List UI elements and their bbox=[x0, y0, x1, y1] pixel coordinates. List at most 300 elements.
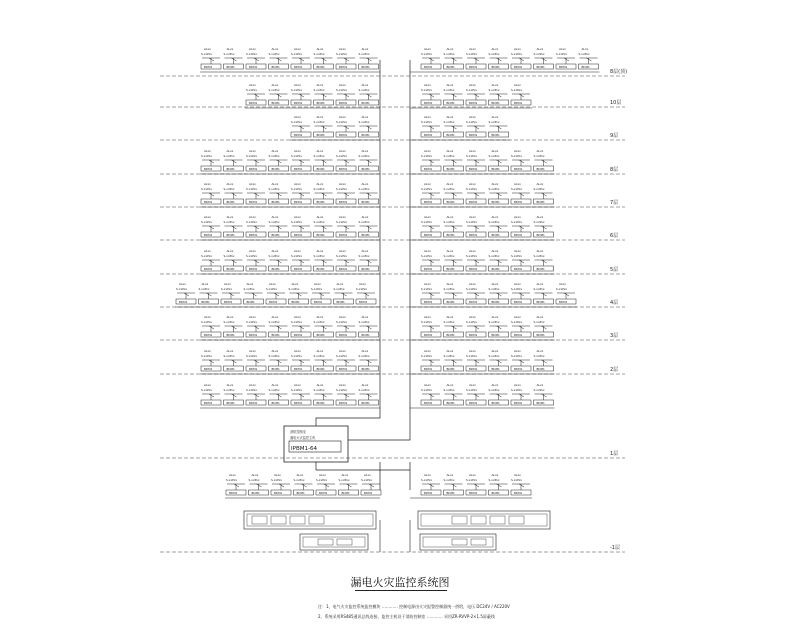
monitor-module bbox=[556, 47, 576, 69]
breaker-switch bbox=[297, 293, 302, 296]
module-tag-top: ALxx bbox=[294, 215, 301, 219]
breaker-switch bbox=[497, 126, 502, 129]
breaker-switch bbox=[587, 58, 592, 61]
module-tag-bottom: S-xxPxx bbox=[533, 154, 545, 158]
module-tag-top: ALxx bbox=[339, 149, 346, 153]
module-row bbox=[200, 149, 380, 174]
module-box-label: BDM1 bbox=[446, 65, 455, 69]
monitor-module bbox=[269, 83, 289, 105]
module-box-label: BDM1 bbox=[491, 333, 500, 337]
floor-label: 8层 bbox=[610, 167, 619, 173]
host-model: IPBM1-64 bbox=[291, 446, 317, 452]
monitor-module bbox=[201, 315, 221, 337]
monitor-module bbox=[511, 83, 531, 105]
monitor-module bbox=[421, 47, 441, 69]
panel-outer bbox=[418, 511, 550, 529]
module-box-label: BDM1 bbox=[316, 367, 325, 371]
breaker-switch bbox=[322, 58, 327, 61]
monitor-module bbox=[466, 149, 486, 171]
module-tag-bottom: S-xxPxx bbox=[421, 52, 433, 56]
monitor-module bbox=[359, 215, 379, 237]
breaker-switch bbox=[209, 160, 214, 163]
module-tag-top: ALxx bbox=[491, 315, 499, 319]
module-box-label: BDM1 bbox=[446, 133, 455, 137]
breaker-switch bbox=[344, 160, 349, 163]
module-box-label: BDM1 bbox=[361, 367, 370, 371]
module-tag-top: ALxx bbox=[204, 383, 211, 387]
panel-cell bbox=[318, 539, 333, 545]
module-tag-top: ALxx bbox=[249, 383, 256, 387]
breaker-switch bbox=[232, 360, 237, 363]
module-box-label: BDM1 bbox=[536, 300, 545, 304]
module-tag-bottom: S-xxPxx bbox=[313, 320, 325, 324]
module-row bbox=[290, 115, 380, 140]
module-box-label: BDM1 bbox=[204, 233, 213, 237]
module-tag-bottom: S-xxPxx bbox=[268, 220, 280, 224]
module-tag-bottom: S-xxPxx bbox=[443, 187, 455, 191]
breaker-switch bbox=[322, 360, 327, 363]
module-tag-bottom: S-xxPxx bbox=[293, 478, 305, 482]
module-tag-top: ALxx bbox=[316, 149, 324, 153]
module-box-label: BDM1 bbox=[246, 300, 255, 304]
module-tag-bottom: S-xxPxx bbox=[488, 254, 500, 258]
module-tag-bottom: S-xxPxx bbox=[336, 254, 348, 258]
module-tag-top: ALxx bbox=[536, 349, 544, 353]
module-tag-top: ALxx bbox=[491, 149, 499, 153]
module-box-label: BDM1 bbox=[296, 491, 305, 495]
breaker-switch bbox=[252, 293, 257, 296]
monitor-module bbox=[336, 47, 356, 69]
breaker-switch bbox=[452, 126, 457, 129]
module-row bbox=[410, 215, 555, 240]
module-tag-top: ALxx bbox=[316, 182, 324, 186]
module-box-label: BDM1 bbox=[271, 233, 280, 237]
module-tag-top: ALxx bbox=[249, 83, 256, 87]
module-box-label: BDM1 bbox=[536, 267, 545, 271]
monitor-module bbox=[534, 315, 554, 337]
module-box-label: BDM1 bbox=[226, 401, 235, 405]
monitor-module bbox=[199, 282, 219, 304]
module-tag-top: ALxx bbox=[226, 383, 234, 387]
panel-cell bbox=[252, 516, 267, 524]
module-box-label: BDM1 bbox=[424, 267, 433, 271]
monitor-module bbox=[421, 83, 441, 105]
module-tag-top: ALxx bbox=[514, 182, 521, 186]
module-box-label: BDM1 bbox=[204, 333, 213, 337]
module-tag-top: ALxx bbox=[491, 83, 499, 87]
monitor-module bbox=[291, 149, 311, 171]
module-tag-bottom: S-xxPxx bbox=[556, 52, 568, 56]
breaker-switch bbox=[279, 484, 284, 487]
module-row bbox=[200, 47, 380, 72]
monitor-module bbox=[359, 315, 379, 337]
breaker-switch bbox=[322, 326, 327, 329]
breaker-switch bbox=[257, 484, 262, 487]
breaker-switch bbox=[254, 160, 259, 163]
panel-inner bbox=[421, 514, 547, 526]
module-box-label: BDM1 bbox=[514, 401, 523, 405]
module-tag-bottom: S-xxPxx bbox=[358, 220, 370, 224]
floor-label: 3层 bbox=[610, 333, 619, 339]
monitor-module bbox=[466, 115, 486, 137]
breaker-switch bbox=[429, 260, 434, 263]
monitor-module bbox=[534, 349, 554, 371]
module-tag-bottom: S-xxPxx bbox=[443, 478, 455, 482]
module-tag-top: ALxx bbox=[446, 83, 454, 87]
module-box-label: BDM1 bbox=[361, 167, 370, 171]
module-box-label: BDM1 bbox=[316, 101, 325, 105]
breaker-switch bbox=[429, 293, 434, 296]
module-tag-top: ALxx bbox=[491, 282, 499, 286]
monitor-module bbox=[336, 383, 356, 405]
module-box-label: BDM1 bbox=[424, 367, 433, 371]
monitor-module bbox=[316, 473, 336, 495]
module-tag-top: ALxx bbox=[359, 282, 366, 286]
module-tag-bottom: S-xxPxx bbox=[311, 287, 323, 291]
monitor-module bbox=[291, 47, 311, 69]
module-tag-bottom: S-xxPxx bbox=[268, 354, 280, 358]
module-box-label: BDM1 bbox=[361, 101, 370, 105]
monitor-module bbox=[444, 47, 464, 69]
module-tag-bottom: S-xxPxx bbox=[443, 287, 455, 291]
breaker-switch bbox=[367, 360, 372, 363]
module-tag-bottom: S-xxPxx bbox=[291, 220, 303, 224]
module-tag-top: ALxx bbox=[424, 115, 431, 119]
monitor-module bbox=[314, 215, 334, 237]
breaker-switch bbox=[209, 360, 214, 363]
module-box-label: BDM1 bbox=[424, 401, 433, 405]
module-tag-top: ALxx bbox=[581, 47, 589, 51]
module-tag-top: ALxx bbox=[271, 215, 279, 219]
module-tag-top: ALxx bbox=[224, 282, 231, 286]
module-tag-bottom: S-xxPxx bbox=[421, 287, 433, 291]
module-tag-bottom: S-xxPxx bbox=[443, 52, 455, 56]
module-tag-bottom: S-xxPxx bbox=[313, 88, 325, 92]
module-tag-top: ALxx bbox=[226, 182, 234, 186]
module-row bbox=[245, 83, 380, 108]
breaker-switch bbox=[322, 260, 327, 263]
module-tag-bottom: S-xxPxx bbox=[246, 52, 258, 56]
monitor-module bbox=[359, 383, 379, 405]
module-box-label: BDM1 bbox=[316, 65, 325, 69]
module-tag-bottom: S-xxPxx bbox=[291, 354, 303, 358]
breaker-switch bbox=[322, 126, 327, 129]
module-box-label: BDM1 bbox=[226, 200, 235, 204]
module-box-label: BDM1 bbox=[514, 200, 523, 204]
breaker-switch bbox=[474, 126, 479, 129]
module-tag-bottom: S-xxPxx bbox=[511, 154, 523, 158]
module-tag-top: ALxx bbox=[271, 249, 279, 253]
monitor-module bbox=[314, 83, 334, 105]
module-tag-top: ALxx bbox=[339, 315, 346, 319]
monitor-module bbox=[489, 473, 509, 495]
module-tag-top: ALxx bbox=[514, 83, 521, 87]
monitor-module bbox=[269, 47, 289, 69]
module-tag-bottom: S-xxPxx bbox=[223, 388, 235, 392]
module-box-label: BDM1 bbox=[226, 367, 235, 371]
monitor-module bbox=[359, 83, 379, 105]
module-tag-bottom: S-xxPxx bbox=[443, 120, 455, 124]
panel-cell bbox=[452, 539, 467, 545]
monitor-module bbox=[201, 215, 221, 237]
breaker-switch bbox=[299, 160, 304, 163]
module-tag-bottom: S-xxPxx bbox=[466, 320, 478, 324]
breaker-switch bbox=[344, 193, 349, 196]
module-tag-bottom: S-xxPxx bbox=[268, 187, 280, 191]
module-box-label: BDM1 bbox=[446, 233, 455, 237]
breaker-switch bbox=[344, 58, 349, 61]
note-1: 注：1、电气火灾监控系统监控模块 ………… 控制电源由火灾报警控制器统一供给，电压 DC24V / AC220V bbox=[318, 604, 510, 609]
module-box-label: BDM1 bbox=[339, 101, 348, 105]
module-box-label: BDM1 bbox=[339, 65, 348, 69]
monitor-module bbox=[246, 83, 266, 105]
module-tag-bottom: S-xxPxx bbox=[488, 120, 500, 124]
breaker-switch bbox=[542, 326, 547, 329]
module-tag-top: ALxx bbox=[536, 182, 544, 186]
module-tag-bottom: S-xxPxx bbox=[338, 478, 350, 482]
panel-inner bbox=[247, 514, 373, 526]
module-tag-bottom: S-xxPxx bbox=[271, 478, 283, 482]
monitor-module bbox=[356, 282, 376, 304]
breaker-switch bbox=[519, 484, 524, 487]
module-tag-top: ALxx bbox=[514, 215, 521, 219]
module-tag-bottom: S-xxPxx bbox=[421, 388, 433, 392]
breaker-switch bbox=[474, 94, 479, 97]
module-tag-bottom: S-xxPxx bbox=[421, 120, 433, 124]
module-tag-bottom: S-xxPxx bbox=[313, 388, 325, 392]
monitor-module bbox=[534, 249, 554, 271]
module-tag-bottom: S-xxPxx bbox=[201, 154, 213, 158]
breaker-switch bbox=[367, 58, 372, 61]
monitor-module bbox=[224, 149, 244, 171]
module-tag-top: ALxx bbox=[339, 215, 346, 219]
breaker-switch bbox=[207, 293, 212, 296]
module-box-label: BDM1 bbox=[204, 167, 213, 171]
module-tag-top: ALxx bbox=[294, 47, 301, 51]
module-box-label: BDM1 bbox=[446, 401, 455, 405]
module-box-label: BDM1 bbox=[424, 101, 433, 105]
bus-risers bbox=[313, 60, 410, 490]
monitor-module bbox=[466, 315, 486, 337]
module-tag-top: ALxx bbox=[319, 473, 326, 477]
module-tag-bottom: S-xxPxx bbox=[313, 254, 325, 258]
module-tag-bottom: S-xxPxx bbox=[336, 52, 348, 56]
host-label: 漏电火灾监控主机 bbox=[290, 436, 316, 440]
breaker-switch bbox=[277, 94, 282, 97]
module-tag-top: ALxx bbox=[424, 47, 431, 51]
breaker-switch bbox=[319, 293, 324, 296]
monitor-module bbox=[269, 249, 289, 271]
module-tag-bottom: S-xxPxx bbox=[176, 287, 188, 291]
module-box-label: BDM1 bbox=[249, 101, 258, 105]
module-box-label: BDM1 bbox=[361, 233, 370, 237]
breaker-switch bbox=[542, 360, 547, 363]
module-box-label: BDM1 bbox=[249, 367, 258, 371]
module-tag-bottom: S-xxPxx bbox=[466, 254, 478, 258]
module-tag-bottom: S-xxPxx bbox=[201, 52, 213, 56]
module-tag-top: ALxx bbox=[204, 249, 211, 253]
breaker-switch bbox=[344, 360, 349, 363]
breaker-switch bbox=[564, 293, 569, 296]
module-box-label: BDM1 bbox=[294, 200, 303, 204]
host-sublabel: 消防控制室 bbox=[290, 430, 306, 434]
module-tag-bottom: S-xxPxx bbox=[248, 478, 260, 482]
module-row bbox=[200, 349, 380, 374]
monitor-module bbox=[269, 349, 289, 371]
module-tag-top: ALxx bbox=[469, 249, 476, 253]
module-box-label: BDM1 bbox=[424, 200, 433, 204]
breaker-switch bbox=[497, 484, 502, 487]
module-tag-bottom: S-xxPxx bbox=[511, 187, 523, 191]
breaker-switch bbox=[497, 360, 502, 363]
monitor-module bbox=[444, 349, 464, 371]
module-box-label: BDM1 bbox=[446, 267, 455, 271]
host-link-right bbox=[348, 408, 410, 440]
breaker-switch bbox=[564, 58, 569, 61]
module-box-label: BDM1 bbox=[271, 267, 280, 271]
monitor-module bbox=[489, 215, 509, 237]
monitor-module bbox=[246, 47, 266, 69]
module-tag-bottom: S-xxPxx bbox=[336, 88, 348, 92]
breaker-switch bbox=[232, 326, 237, 329]
breaker-switch bbox=[474, 360, 479, 363]
monitor-module bbox=[489, 383, 509, 405]
module-tag-bottom: S-xxPxx bbox=[488, 388, 500, 392]
module-tag-top: ALxx bbox=[514, 315, 521, 319]
module-box-label: BDM1 bbox=[469, 200, 478, 204]
module-box-label: BDM1 bbox=[514, 233, 523, 237]
module-tag-bottom: S-xxPxx bbox=[443, 354, 455, 358]
module-box-label: BDM1 bbox=[514, 65, 523, 69]
monitor-module bbox=[176, 282, 196, 304]
module-tag-bottom: S-xxPxx bbox=[221, 287, 233, 291]
module-box-label: BDM1 bbox=[316, 333, 325, 337]
module-tag-top: ALxx bbox=[469, 349, 476, 353]
module-tag-top: ALxx bbox=[364, 473, 371, 477]
module-box-label: BDM1 bbox=[491, 367, 500, 371]
breaker-switch bbox=[542, 193, 547, 196]
module-box-label: BDM1 bbox=[469, 491, 478, 495]
monitor-module bbox=[444, 249, 464, 271]
breaker-switch bbox=[519, 94, 524, 97]
breaker-switch bbox=[184, 293, 189, 296]
module-row bbox=[175, 282, 380, 307]
breaker-switch bbox=[429, 94, 434, 97]
breaker-switch bbox=[299, 126, 304, 129]
monitor-module bbox=[336, 349, 356, 371]
monitor-module bbox=[359, 47, 379, 69]
breaker-switch bbox=[234, 484, 239, 487]
module-tag-top: ALxx bbox=[316, 115, 324, 119]
module-box-label: BDM1 bbox=[446, 491, 455, 495]
breaker-switch bbox=[322, 160, 327, 163]
module-tag-top: ALxx bbox=[249, 315, 256, 319]
breaker-switch bbox=[277, 360, 282, 363]
module-box-label: BDM1 bbox=[469, 333, 478, 337]
monitor-module bbox=[511, 349, 531, 371]
module-row bbox=[410, 282, 577, 307]
module-box-label: BDM1 bbox=[316, 133, 325, 137]
module-box-label: BDM1 bbox=[204, 401, 213, 405]
module-tag-bottom: S-xxPxx bbox=[466, 478, 478, 482]
module-tag-bottom: S-xxPxx bbox=[358, 354, 370, 358]
monitor-module bbox=[489, 315, 509, 337]
monitor-module bbox=[534, 383, 554, 405]
module-tag-bottom: S-xxPxx bbox=[358, 388, 370, 392]
floor-label: 4层 bbox=[610, 300, 619, 306]
breaker-switch bbox=[232, 58, 237, 61]
module-tag-top: ALxx bbox=[249, 349, 256, 353]
module-tag-bottom: S-xxPxx bbox=[421, 320, 433, 324]
module-tag-top: ALxx bbox=[204, 47, 211, 51]
module-box-label: BDM1 bbox=[294, 167, 303, 171]
module-tag-top: ALxx bbox=[446, 149, 454, 153]
breaker-switch bbox=[209, 58, 214, 61]
monitor-module bbox=[466, 282, 486, 304]
module-tag-top: ALxx bbox=[491, 47, 499, 51]
module-tag-top: ALxx bbox=[491, 473, 499, 477]
module-tag-top: ALxx bbox=[361, 349, 369, 353]
breaker-switch bbox=[519, 293, 524, 296]
breaker-switch bbox=[429, 193, 434, 196]
module-box-label: BDM1 bbox=[469, 65, 478, 69]
module-box-label: BDM1 bbox=[314, 300, 323, 304]
module-tag-bottom: S-xxPxx bbox=[313, 187, 325, 191]
module-box-label: BDM1 bbox=[226, 333, 235, 337]
breaker-switch bbox=[519, 226, 524, 229]
module-tag-top: ALxx bbox=[491, 383, 499, 387]
module-tag-bottom: S-xxPxx bbox=[268, 52, 280, 56]
module-tag-bottom: S-xxPxx bbox=[313, 52, 325, 56]
monitor-module bbox=[466, 349, 486, 371]
module-tag-top: ALxx bbox=[491, 182, 499, 186]
monitor-module bbox=[556, 282, 576, 304]
module-tag-top: ALxx bbox=[316, 83, 324, 87]
title-underline bbox=[355, 590, 447, 591]
distribution-panel bbox=[418, 511, 550, 529]
module-row bbox=[410, 47, 600, 72]
module-tag-top: ALxx bbox=[204, 349, 211, 353]
breaker-switch bbox=[254, 326, 259, 329]
module-box-label: BDM1 bbox=[179, 300, 188, 304]
module-box-label: BDM1 bbox=[361, 267, 370, 271]
module-box-label: BDM1 bbox=[536, 65, 545, 69]
module-tag-top: ALxx bbox=[469, 182, 476, 186]
module-box-label: BDM1 bbox=[226, 167, 235, 171]
breaker-switch bbox=[322, 94, 327, 97]
breaker-switch bbox=[342, 293, 347, 296]
monitor-module bbox=[339, 473, 359, 495]
monitor-module bbox=[534, 182, 554, 204]
monitor-module bbox=[421, 115, 441, 137]
breaker-switch bbox=[367, 226, 372, 229]
monitor-module bbox=[269, 215, 289, 237]
module-tag-bottom: S-xxPxx bbox=[358, 88, 370, 92]
module-box-label: BDM1 bbox=[536, 367, 545, 371]
module-row bbox=[200, 249, 380, 274]
breaker-switch bbox=[344, 260, 349, 263]
module-tag-bottom: S-xxPxx bbox=[201, 320, 213, 324]
monitor-module bbox=[314, 149, 334, 171]
monitor-module bbox=[534, 149, 554, 171]
panel-inner bbox=[303, 537, 365, 547]
floor-label: 5层 bbox=[610, 267, 619, 273]
module-tag-top: ALxx bbox=[361, 249, 369, 253]
monitor-module bbox=[246, 182, 266, 204]
panel-outer bbox=[244, 511, 376, 529]
breaker-switch bbox=[277, 58, 282, 61]
monitor-module bbox=[489, 83, 509, 105]
